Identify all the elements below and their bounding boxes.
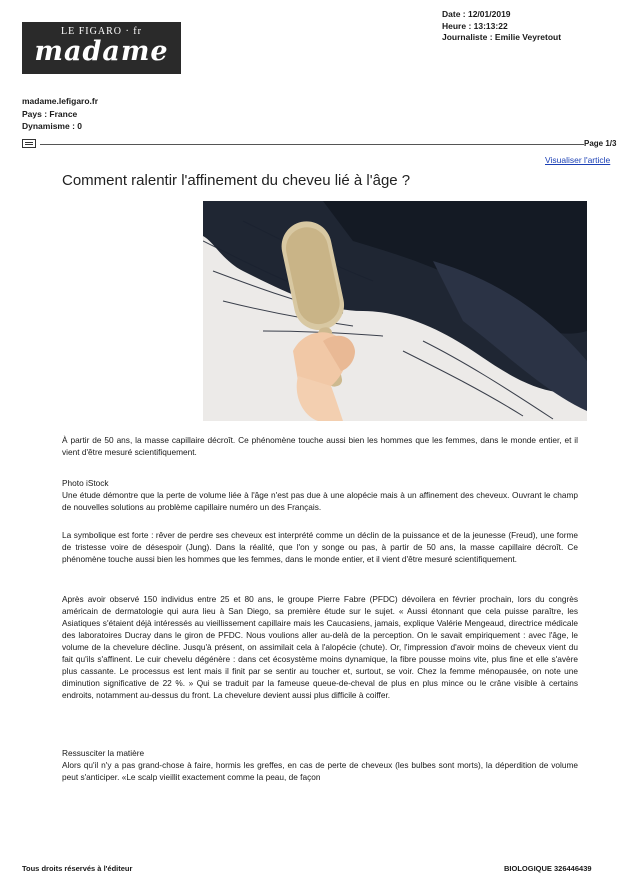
sub-heading: Ressusciter la matière — [62, 748, 145, 758]
page-number: Page 1/3 — [584, 139, 617, 148]
logo-main-text: madame — [34, 36, 169, 67]
document-icon — [22, 139, 36, 148]
dynamism-label: Dynamisme : 0 — [22, 121, 82, 131]
paragraph-1: Une étude démontre que la perte de volume liée à l'âge n'est pas due à une alopécie mais à un affinement des cheveux. Ouvrant le champ de nouvelles solutions au problème capillaire numéro un des Français. — [62, 490, 578, 512]
intro-text: À partir de 50 ans, la masse capillaire décroît. Ce phénomène touche aussi bien les hommes que les femmes, dans le monde entier, et il vient d'être mesuré scientifiquement. — [62, 435, 578, 457]
intro-paragraph — [62, 434, 578, 458]
photo-credit: Photo iStock — [62, 478, 109, 488]
paragraph-3: Après avoir observé 150 individus entre 25 et 80 ans, le groupe Pierre Fabre (PFDC) dévoilera en février prochain, lors du congrès américain de dermatologie qui aura lieu à San Diego, sa première étude sur le sujet. « Aussi étonnant que cela puisse paraître, les Asiatiques s'étaient déjà intéressés au vieillissement capillaire mais les Caucasiens, jamais, explique Valérie Mengeaud, directrice médicale des laboratoires Ducray dans le giron de PFDC. Nous voulions aller au-delà de la perception. On le savait empiriquement : avec l'âge, le volume de la chevelure décline. Jusqu'à présent, on assimilait cela à l'alopécie (chute). Or, l'impression d'avoir moins de cheveux vient du fait qu'ils s'affinent. Le cuir chevelu dégénère : dans cet écosystème moins dynamique, la fibre pousse moins vite, plus fine et elle s'avère plus cassante. Le processus est lent mais il finit par se sentir au toucher et, surtout, se voir. Chez la femme ménopausée, on note une diminution significative de 22 %. » Qui se traduit par la fameuse queue-de-cheval de plus en plus mince ou le crâne visible à certains endroits, notamment au-dessus du front. La chevelure devient aussi plus difficile à coiffer. — [62, 594, 578, 700]
paragraph-2: La symbolique est forte : rêver de perdre ses cheveux est interprété comme un déclin de la puissance et de la jeunesse (Freud), une forme de tristesse voire de désespoir (Jung). Dans la réalité, que l'on y songe ou pas, à partir de 50 ans, la masse capillaire décroît. Ce phénomène touche aussi bien les hommes que les femmes, dans le monde entier, et il vient d'être mesuré scientifiquement. — [62, 530, 578, 564]
hair-brush-photo — [203, 201, 587, 421]
reference-footer: BIOLOGIQUE 326446439 — [504, 864, 592, 873]
article-title: Comment ralentir l'affinement du cheveu lié à l'âge ? — [62, 172, 411, 189]
article-meta — [442, 9, 561, 44]
rights-footer: Tous droits réservés à l'éditeur — [22, 864, 133, 873]
paragraph-4: Alors qu'il n'y a pas grand-chose à faire, hormis les greffes, en cas de perte de cheveux (les bulbes sont morts), la déperdition de volume peut s'anticiper. «Le scalp vieillit exactement comme la peau, de façon — [62, 760, 578, 782]
figaro-madame-logo — [22, 22, 181, 74]
time-label: Heure : 13:13:22 — [442, 20, 508, 31]
paragraph-4-block — [62, 747, 578, 783]
logo-top-text: LE FIGARO · fr — [61, 26, 142, 37]
header-divider — [40, 144, 584, 145]
credit-block — [62, 477, 578, 513]
source-meta — [22, 95, 98, 133]
country-label: Pays : France — [22, 108, 78, 119]
date-label: Date : 12/01/2019 — [442, 9, 511, 19]
paragraph-3-block — [62, 593, 578, 701]
paragraph-2-block — [62, 529, 578, 565]
journalist-label: Journaliste : Emilie Veyretout — [442, 32, 562, 42]
site-label: madame.lefigaro.fr — [22, 96, 99, 106]
view-article-link[interactable]: Visualiser l'article — [545, 155, 611, 165]
